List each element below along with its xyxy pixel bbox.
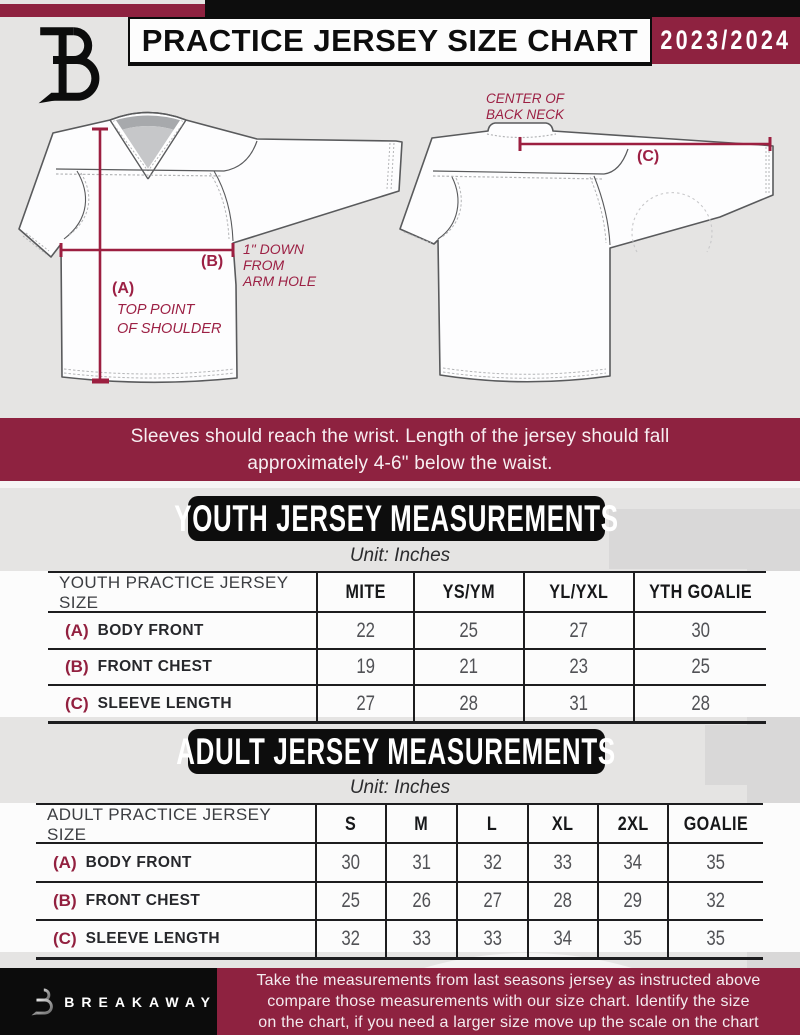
header-maroon-strip <box>0 4 205 17</box>
label-b-note: 1" DOWN FROM ARM HOLE <box>243 241 317 289</box>
youth-unit-label: Unit: Inches <box>349 545 451 566</box>
row-key: (C) <box>53 929 77 948</box>
row-key: (A) <box>53 852 77 872</box>
cell-value: 27 <box>356 691 375 715</box>
cell-value: 33 <box>412 927 431 950</box>
cell-value: 28 <box>691 691 710 715</box>
cell-value: 33 <box>553 850 573 874</box>
instruction-line-1: Sleeves should reach the wrist. Length of the jersey should fall <box>130 425 670 447</box>
cell-value: 28 <box>553 889 573 912</box>
title-box <box>128 17 652 66</box>
row-key: (C) <box>65 693 89 713</box>
header-black-bar <box>205 0 800 17</box>
adult-size-label: ADULT PRACTICE JERSEY SIZE <box>47 805 271 844</box>
cell-value: 30 <box>341 850 361 874</box>
label-a-note: TOP POINT OF SHOULDER <box>117 302 222 337</box>
cell-value: 25 <box>459 618 479 642</box>
cell-value: 35 <box>706 850 726 874</box>
jersey-diagrams <box>0 85 800 418</box>
adult-unit-label: Unit: Inches <box>349 777 451 798</box>
footer-brand-block <box>0 968 217 1035</box>
cell-value: 27 <box>483 889 502 912</box>
youth-section-banner <box>174 496 619 541</box>
label-c-key: (C) <box>637 148 660 165</box>
cell-value: 28 <box>459 691 479 715</box>
adult-col-s: S <box>345 814 357 835</box>
footer-line-1: Take the measurements from last seasons jersey as instructed above <box>256 972 761 989</box>
row-name: SLEEVE LENGTH <box>85 930 220 947</box>
cell-value: 25 <box>691 655 710 678</box>
cell-value: 34 <box>623 850 643 874</box>
instruction-banner <box>0 418 800 481</box>
adult-header-row <box>36 803 763 842</box>
cell-value: 35 <box>623 927 643 950</box>
adult-col-2xl: 2XL <box>617 814 649 835</box>
breakaway-b-logo-icon <box>28 20 110 108</box>
row-name: SLEEVE LENGTH <box>97 694 232 712</box>
cell-value: 33 <box>483 927 502 950</box>
table-row <box>48 648 766 684</box>
divider <box>0 481 800 488</box>
row-name: BODY FRONT <box>97 621 204 639</box>
table-row <box>36 881 763 919</box>
cell-value: 34 <box>553 927 573 950</box>
row-key: (B) <box>65 657 89 676</box>
front-jersey-drawing <box>19 113 402 383</box>
cell-value: 25 <box>341 889 361 912</box>
youth-size-table <box>48 571 766 724</box>
cell-value: 32 <box>483 850 502 874</box>
brand-name: BREAKAWAY <box>64 993 217 1010</box>
adult-col-m: M <box>414 814 429 835</box>
breakaway-b-logo-footer-icon <box>28 983 56 1020</box>
row-key: (A) <box>65 620 89 640</box>
cell-value: 31 <box>412 850 431 874</box>
table-row <box>48 611 766 648</box>
label-b-key: (B) <box>201 253 224 270</box>
cell-value: 32 <box>706 889 726 912</box>
row-name: BODY FRONT <box>85 853 192 871</box>
adult-col-xl: XL <box>552 814 574 835</box>
youth-size-label: YOUTH PRACTICE JERSEY SIZE <box>59 573 289 612</box>
cell-value: 26 <box>412 889 431 912</box>
adult-section-banner <box>176 729 617 774</box>
table-row <box>48 684 766 724</box>
cell-value: 21 <box>459 655 479 678</box>
footer-instructions <box>217 968 800 1035</box>
adult-col-l: L <box>487 814 498 835</box>
youth-col-goalie: YTH GOALIE <box>649 582 752 603</box>
youth-header-row <box>48 571 766 611</box>
adult-heading: ADULT JERSEY MEASUREMENTS <box>176 730 617 772</box>
label-a-key: (A) <box>112 280 135 297</box>
table-row <box>36 842 763 881</box>
cell-value: 29 <box>623 889 643 912</box>
youth-heading: YOUTH JERSEY MEASUREMENTS <box>174 497 619 539</box>
cell-value: 27 <box>569 618 589 642</box>
adult-col-goalie: GOALIE <box>683 814 749 835</box>
youth-col-ylyxl: YL/YXL <box>549 582 609 603</box>
footer-line-2: compare those measurements with our size chart. Identify the size <box>267 993 750 1010</box>
youth-col-ysym: YS/YM <box>442 582 496 603</box>
season-label: 2023/2024 <box>660 25 792 55</box>
row-name: FRONT CHEST <box>85 892 201 909</box>
cell-value: 30 <box>691 618 710 642</box>
cell-value: 19 <box>356 655 375 678</box>
page-title: PRACTICE JERSEY SIZE CHART <box>141 22 639 58</box>
youth-col-mite: MITE <box>345 582 386 603</box>
adult-size-table <box>36 803 763 960</box>
table-row <box>36 919 763 960</box>
cell-value: 23 <box>569 655 589 678</box>
cell-value: 31 <box>569 691 589 715</box>
instruction-line-2: approximately 4-6" below the waist. <box>247 452 553 474</box>
cell-value: 35 <box>706 927 726 950</box>
back-jersey-drawing <box>400 123 773 382</box>
footer-line-3: on the chart, if you need a larger size move up the scale on the chart <box>258 1014 759 1031</box>
row-key: (B) <box>53 891 77 910</box>
label-back-neck: CENTER OF BACK NECK <box>486 91 565 122</box>
cell-value: 32 <box>341 927 361 950</box>
season-badge <box>652 17 800 64</box>
row-name: FRONT CHEST <box>97 658 213 675</box>
cell-value: 22 <box>356 618 375 642</box>
